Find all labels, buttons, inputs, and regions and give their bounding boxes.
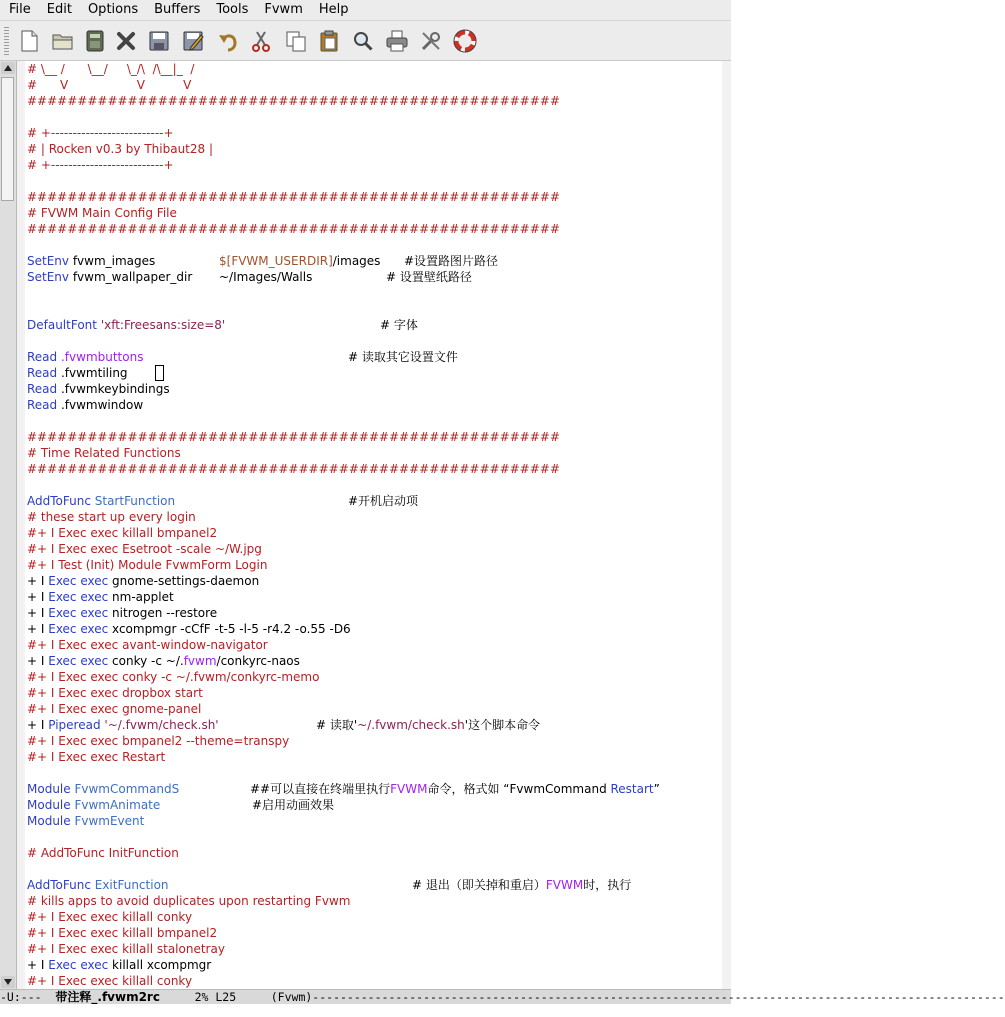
- code-line[interactable]: [27, 253, 721, 269]
- code-token: # 设置壁纸路径: [386, 270, 472, 284]
- toolbar: [0, 21, 731, 61]
- code-token: /conkyrc-naos: [216, 654, 300, 668]
- scroll-up-arrow-icon[interactable]: [1, 62, 15, 74]
- code-token: killall xcompmgr: [108, 958, 212, 972]
- code-line[interactable]: [27, 941, 721, 957]
- code-line[interactable]: [27, 189, 721, 205]
- code-token: Module: [27, 814, 71, 828]
- code-line[interactable]: [27, 541, 721, 557]
- code-token: Exec exec: [48, 606, 109, 620]
- code-line[interactable]: [27, 413, 721, 429]
- code-line[interactable]: [27, 365, 721, 381]
- open-folder-icon[interactable]: [51, 29, 75, 53]
- code-token: FvwmAnimate: [74, 798, 161, 812]
- code-line[interactable]: [27, 109, 721, 125]
- code-token: + I: [27, 654, 49, 668]
- code-line[interactable]: [27, 525, 721, 541]
- mode-line: [0, 989, 1005, 1004]
- code-token: Restart: [610, 782, 654, 796]
- code-token: Module: [27, 798, 71, 812]
- code-line[interactable]: [27, 925, 721, 941]
- code-token: ExitFunction: [94, 878, 169, 892]
- code-token: # FVWM Main Config File: [27, 206, 177, 220]
- code-token: '这个脚本命令: [464, 718, 541, 732]
- code-token: FvwmCommandS: [74, 782, 180, 796]
- code-line[interactable]: [27, 445, 721, 461]
- paste-icon[interactable]: [317, 29, 341, 53]
- code-token: 'xft:Freesans:size=8': [100, 318, 226, 332]
- copy-icon[interactable]: [284, 29, 308, 53]
- preferences-icon[interactable]: [419, 29, 443, 53]
- code-token: #####################################################: [27, 94, 560, 108]
- code-line[interactable]: [27, 461, 721, 477]
- new-file-icon[interactable]: [17, 29, 41, 53]
- code-token: #+ I Exec exec gnome-panel: [27, 702, 202, 716]
- code-token: .fvwmbuttons: [60, 350, 144, 364]
- code-token: .fvwmkeybindings: [57, 382, 170, 396]
- menu-options[interactable]: Options: [87, 2, 139, 17]
- print-icon[interactable]: [385, 29, 409, 53]
- code-token: #+ I Exec exec Esetroot -scale ~/W.jpg: [27, 542, 262, 556]
- code-token: $[FVWM_USERDIR]: [219, 254, 333, 268]
- code-token: #+ I Exec exec conky -c ~/.fvwm/conkyrc-memo: [27, 670, 320, 684]
- code-token: ”: [653, 782, 660, 796]
- code-line[interactable]: [27, 605, 721, 621]
- menu-buffers[interactable]: Buffers: [154, 2, 201, 17]
- code-line[interactable]: [27, 333, 721, 349]
- code-token: Read: [27, 382, 58, 396]
- code-line[interactable]: [27, 573, 721, 589]
- menu-file[interactable]: File: [9, 2, 31, 17]
- code-token: Read: [27, 350, 58, 364]
- code-token: # kills apps to avoid duplicates upon restarting Fvwm: [27, 894, 351, 908]
- modeline-buffer-name[interactable]: 带注释_.fvwm2rc: [55, 990, 160, 1004]
- code-line[interactable]: [27, 909, 721, 925]
- code-token: + I: [27, 958, 49, 972]
- code-token: # 退出（即关掉和重启）: [412, 878, 546, 892]
- vertical-scrollbar[interactable]: [0, 61, 17, 989]
- code-token: # these start up every login: [27, 510, 196, 524]
- code-token: # +--------------------------+: [27, 158, 174, 172]
- editor-text-area[interactable]: [27, 61, 721, 989]
- code-token: SetEnv: [27, 254, 69, 268]
- code-line[interactable]: [27, 285, 721, 301]
- code-line[interactable]: [27, 141, 721, 157]
- code-token: FVWM: [390, 782, 428, 796]
- code-token: .fvwmwindow: [57, 398, 144, 412]
- code-token: ~/.fvwm/check.sh: [357, 718, 465, 732]
- left-fringe: [17, 61, 25, 989]
- code-line[interactable]: [27, 701, 721, 717]
- code-line[interactable]: [27, 317, 721, 333]
- code-token: Exec exec: [48, 590, 109, 604]
- code-line[interactable]: [27, 557, 721, 573]
- menubar: [0, 0, 731, 21]
- code-line[interactable]: [27, 733, 721, 749]
- code-token: #开机启动项: [348, 494, 419, 508]
- code-token: + I: [27, 622, 49, 636]
- code-line[interactable]: [27, 653, 721, 669]
- code-token: + I: [27, 606, 49, 620]
- code-token: Piperead: [48, 718, 101, 732]
- code-line[interactable]: [27, 669, 721, 685]
- code-token: #+ I Exec exec killall conky: [27, 974, 193, 988]
- code-token: xcompmgr -cCfF -t-5 -l-5 -r4.2 -o.55 -D6: [108, 622, 351, 636]
- code-line[interactable]: [27, 765, 721, 781]
- code-token: # | Rocken v0.3 by Thibaut28 |: [27, 142, 213, 156]
- code-line[interactable]: [27, 877, 721, 893]
- code-line[interactable]: [27, 221, 721, 237]
- code-line[interactable]: [27, 813, 721, 829]
- code-token: Exec exec: [48, 654, 109, 668]
- code-line[interactable]: [27, 493, 721, 509]
- code-line[interactable]: [27, 509, 721, 525]
- code-line[interactable]: [27, 269, 721, 285]
- code-line[interactable]: [27, 125, 721, 141]
- code-token: Exec exec: [48, 574, 109, 588]
- code-token: #####################################################: [27, 190, 560, 204]
- code-token: AddToFunc: [27, 494, 91, 508]
- code-token: /images: [332, 254, 381, 268]
- code-token: #####################################################: [27, 222, 560, 236]
- code-token: SetEnv: [27, 270, 69, 284]
- code-token: # 读取其它设置文件: [348, 350, 458, 364]
- code-token: FvwmEvent: [74, 814, 145, 828]
- code-token: #####################################################: [27, 462, 560, 476]
- code-token: fvwm_wallpaper_dir: [69, 270, 193, 284]
- code-line[interactable]: [27, 845, 721, 861]
- code-line[interactable]: [27, 429, 721, 445]
- code-token: Read: [27, 398, 58, 412]
- help-lifebuoy-icon[interactable]: [453, 29, 477, 53]
- code-token: Exec exec: [48, 622, 109, 636]
- code-line[interactable]: [27, 205, 721, 221]
- code-line[interactable]: [27, 173, 721, 189]
- undo-icon[interactable]: [216, 29, 240, 53]
- code-token: # 字体: [380, 318, 418, 332]
- code-line[interactable]: [27, 301, 721, 317]
- code-line[interactable]: [27, 77, 721, 93]
- right-fringe: [722, 61, 731, 989]
- menu-edit[interactable]: Edit: [46, 2, 72, 17]
- code-line[interactable]: [27, 957, 721, 973]
- scroll-down-arrow-icon[interactable]: [1, 976, 15, 988]
- code-token: # Time Related Functions: [27, 446, 181, 460]
- code-token: #+ I Exec exec avant-window-navigator: [27, 638, 268, 652]
- code-line[interactable]: [27, 237, 721, 253]
- code-token: fvwm_images: [69, 254, 156, 268]
- toolbar-grip[interactable]: [4, 27, 9, 55]
- code-token: + I: [27, 590, 49, 604]
- code-token: Module: [27, 782, 71, 796]
- code-line[interactable]: [27, 589, 721, 605]
- code-line[interactable]: [27, 861, 721, 877]
- save-icon[interactable]: [147, 29, 171, 53]
- code-token: # 读取': [316, 718, 358, 732]
- code-line[interactable]: [27, 397, 721, 413]
- search-icon[interactable]: [351, 29, 375, 53]
- code-token: #+ I Exec exec dropbox start: [27, 686, 203, 700]
- save-as-icon[interactable]: [181, 29, 205, 53]
- code-token: #+ I Exec exec killall conky: [27, 910, 193, 924]
- code-token: # V V V: [27, 78, 192, 92]
- code-line[interactable]: [27, 685, 721, 701]
- code-line[interactable]: [27, 637, 721, 653]
- code-token: Read: [27, 366, 58, 380]
- code-token: gnome-settings-daemon: [108, 574, 260, 588]
- code-token: ~/Images/Walls: [219, 270, 313, 284]
- code-line[interactable]: [27, 621, 721, 637]
- minibuffer[interactable]: [0, 1004, 731, 1017]
- code-token: nitrogen --restore: [108, 606, 218, 620]
- menu-tools[interactable]: Tools: [216, 2, 249, 17]
- code-token: 时，执行: [583, 878, 632, 892]
- code-token: #+ I Exec exec Restart: [27, 750, 166, 764]
- close-icon[interactable]: [114, 29, 138, 53]
- code-token: #+ I Test (Init) Module FvwmForm Login: [27, 558, 268, 572]
- modeline-fill: ----------------------------------------------------------------------------------------------------: [312, 990, 1005, 1004]
- save-dark-icon[interactable]: [83, 29, 107, 53]
- code-token: Exec exec: [48, 958, 109, 972]
- code-token: nm-applet: [108, 590, 174, 604]
- code-token: AddToFunc: [27, 878, 91, 892]
- code-line[interactable]: [27, 797, 721, 813]
- menu-help[interactable]: Help: [318, 2, 349, 17]
- code-token: #+ I Exec exec bmpanel2 --theme=transpy: [27, 734, 290, 748]
- code-line[interactable]: [27, 93, 721, 109]
- code-line[interactable]: [27, 973, 721, 989]
- modeline-prefix: -U:---: [0, 990, 56, 1004]
- code-token: + I: [27, 718, 49, 732]
- code-token: #启用动画效果: [252, 798, 335, 812]
- code-token: .fvwmtiling: [57, 366, 128, 380]
- code-token: StartFunction: [94, 494, 176, 508]
- code-line[interactable]: [27, 157, 721, 173]
- code-token: 命令，格式如 “FvwmCommand: [427, 782, 611, 796]
- code-token: # +--------------------------+: [27, 126, 174, 140]
- code-token: #设置路图片路径: [404, 254, 499, 268]
- modeline-position: 2% L25: [159, 990, 271, 1004]
- code-line[interactable]: [27, 349, 721, 365]
- code-token: '~/.fvwm/check.sh': [104, 718, 219, 732]
- code-line[interactable]: [27, 381, 721, 397]
- code-line[interactable]: [27, 781, 721, 797]
- code-token: DefaultFont: [27, 318, 97, 332]
- code-line[interactable]: [27, 717, 721, 733]
- code-line[interactable]: [27, 477, 721, 493]
- code-token: + I: [27, 574, 49, 588]
- code-token: ##可以直接在终端里执行: [250, 782, 391, 796]
- code-token: #+ I Exec exec killall bmpanel2: [27, 526, 218, 540]
- code-token: conky -c ~/.: [108, 654, 184, 668]
- code-line[interactable]: [27, 893, 721, 909]
- code-token: fvwm: [183, 654, 217, 668]
- code-token: # \__ / \__/ \_/\ /\__|_ /: [27, 62, 195, 76]
- code-token: #####################################################: [27, 430, 560, 444]
- text-cursor: [155, 365, 164, 381]
- code-token: FVWM: [545, 878, 584, 892]
- code-line[interactable]: [27, 749, 721, 765]
- menu-fvwm[interactable]: Fvwm: [264, 2, 303, 17]
- modeline-major-mode[interactable]: (Fvwm): [270, 990, 313, 1004]
- cut-icon[interactable]: [249, 29, 273, 53]
- scrollbar-thumb[interactable]: [1, 77, 14, 201]
- code-token: #+ I Exec exec killall stalonetray: [27, 942, 225, 956]
- code-token: #+ I Exec exec killall bmpanel2: [27, 926, 218, 940]
- code-line[interactable]: [27, 829, 721, 845]
- code-token: # AddToFunc InitFunction: [27, 846, 179, 860]
- code-line[interactable]: [27, 61, 721, 77]
